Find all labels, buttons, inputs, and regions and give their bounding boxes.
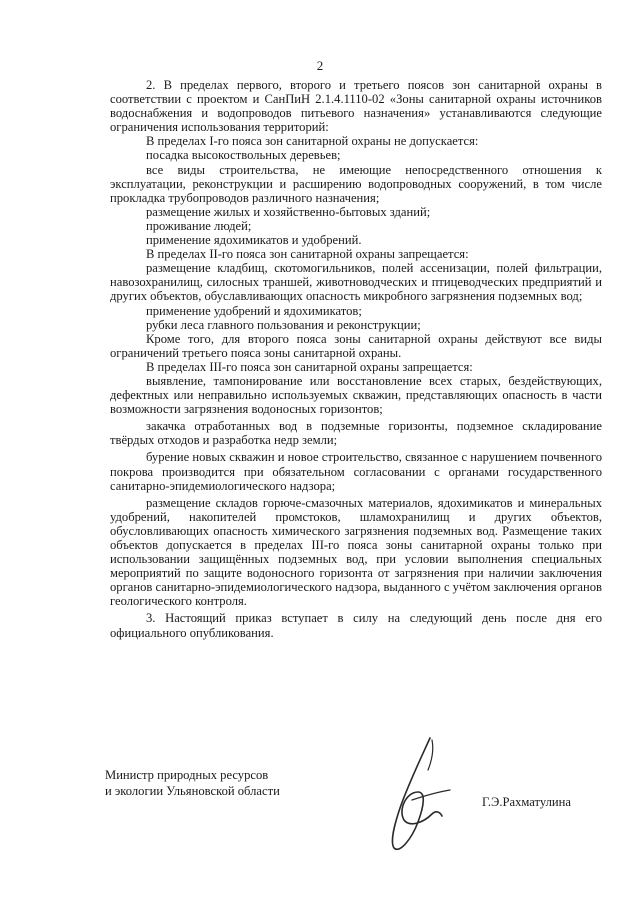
signatory-position-line: и экологии Ульяновской области [105,783,280,798]
zone-1-item: все виды строительства, не имеющие непосредственного отношения к эксплуатации, реконструкции и расширению водопроводных сооружений, в том числе прокладка трубопроводов различного назначения; [110,162,602,205]
zone-2-note: Кроме того, для второго пояса зоны санитарной охраны действуют все виды ограничений третьего пояса зоны санитарной охраны. [110,331,602,360]
zone-3-item: бурение новых скважин и новое строительство, связанное с нарушением почвенного покрова производится при обязательном согласовании с органами государственного санитарно-эпидемиологического надзора; [110,450,602,493]
zone-3-item: закачка отработанных вод в подземные горизонты, подземное складирование твёрдых отходов и разработка недр земли; [110,419,602,448]
zone-2-item: размещение кладбищ, скотомогильников, полей ассенизации, полей фильтрации, навозохранилищ, силосных траншей, животноводческих и птицеводческих предприятий и других объектов, обуславливающих опасность микробного загрязнения подземных вод; [110,261,602,304]
zone-1-item: проживание людей; [146,218,252,233]
zone-2-item: применение удобрений и ядохимикатов; [146,303,362,318]
zone-3-item: выявление, тампонирование или восстановление всех старых, бездействующих, дефектных или неправильно используемых скважин, представляющих опасность в части возможности загрязнения водоносных горизонтов; [110,373,602,417]
zone-2-heading: В пределах II-го пояса зон санитарной охраны запрещается: [146,247,469,262]
order-body [110,78,602,640]
handwritten-signature [372,730,462,860]
paragraph-2-intro: 2. В пределах первого, второго и третьего поясов зон санитарной охраны в соответствии с проектом и СанПиН 2.1.4.1110-02 «Зоны санитарной охраны источников водоснабжения и водопроводов питьевого назначения» устанавливаются следующие ограничения использования территорий: [110,78,602,135]
zone-3-heading: В пределах III-го пояса зон санитарной охраны запрещается: [146,359,473,374]
signatory-name: Г.Э.Рахматулина [482,795,571,809]
zone-3-item: размещение складов горюче-смазочных материалов, ядохимикатов и минеральных удобрений, накопителей промстоков, шламохранилищ и других объектов, обусловливающих опасность химического загрязнения подземных вод. Размещение таких объектов допускается в пределах III-го пояса зоны санитарной охраны только при использовании защищённых подземных вод, при условии выполнения специальных мероприятий по защите водоносного горизонта от загрязнения при наличии заключения органов санитарно-эпидемиологического надзора, выданного с учётом заключения органов геологического контроля. [110,495,602,609]
signatory-position-line: Министр природных ресурсов [105,768,269,782]
page-number: 2 [316,58,324,73]
zone-1-item: посадка высокоствольных деревьев; [146,148,341,163]
zone-1-item: размещение жилых и хозяйственно-бытовых зданий; [146,204,431,219]
signatory-position [105,768,280,799]
zone-1-item: применение ядохимикатов и удобрений. [146,233,362,248]
zone-2-item: рубки леса главного пользования и реконструкции; [146,317,421,332]
paragraph-3-effective-date: 3. Настоящий приказ вступает в силу на следующий день после дня его официального опубликования. [110,611,602,640]
zone-1-heading: В пределах I-го пояса зон санитарной охраны не допускается: [146,134,479,149]
